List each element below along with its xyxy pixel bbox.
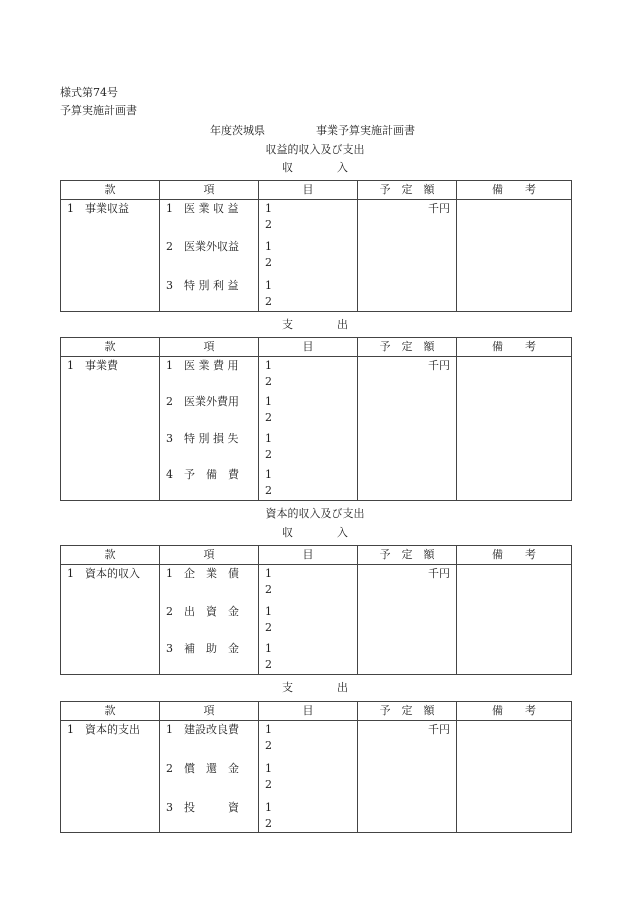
kou-cell: 1 医 業 収 益 [166,202,239,215]
kou-cell: 2 償 還 金 [166,762,239,775]
kou-cell: 3 投 資 [166,801,239,814]
title-prefix: 年度茨城県 [210,124,265,137]
unit-label: 千円 [428,359,450,372]
moku-cell: 1 [265,279,272,292]
moku-cell: 1 [265,432,272,445]
capital-income-table [60,545,572,675]
moku-cell: 2 [265,658,272,671]
moku-cell: 1 [265,567,272,580]
kou-cell: 4 予 備 費 [166,468,239,481]
kan-cell: 1 事業費 [67,359,118,372]
kou-cell: 1 医 業 費 用 [166,359,239,372]
moku-cell: 2 [265,218,272,231]
moku-cell: 2 [265,411,272,424]
moku-cell: 2 [265,448,272,461]
moku-cell: 1 [265,240,272,253]
capital-expense-table [60,701,572,833]
header-kou: 項 [160,702,259,721]
header-yotei: 予 定 額 [358,338,457,357]
kou-cell: 3 特 別 損 失 [166,432,239,445]
moku-cell: 2 [265,621,272,634]
moku-cell: 1 [265,202,272,215]
moku-cell: 1 [265,605,272,618]
revenue-expense-table [60,337,572,501]
header-biko: 備 考 [457,338,572,357]
header-biko: 備 考 [457,546,572,565]
header-moku: 目 [259,546,358,565]
unit-label: 千円 [428,202,450,215]
kan-cell: 1 資本的収入 [67,567,140,580]
kou-cell: 1 企 業 債 [166,567,239,580]
moku-cell: 1 [265,723,272,736]
moku-cell: 1 [265,762,272,775]
moku-cell: 1 [265,801,272,814]
moku-cell: 1 [265,642,272,655]
moku-cell: 2 [265,375,272,388]
kan-cell: 1 資本的支出 [67,723,140,736]
unit-label: 千円 [428,723,450,736]
kou-cell: 3 補 助 金 [166,642,239,655]
income-label: 収 入 [282,161,348,174]
moku-cell: 1 [265,359,272,372]
kou-cell: 3 特 別 利 益 [166,279,239,292]
kou-cell: 2 出 資 金 [166,605,239,618]
header-kan: 款 [61,181,160,200]
form-number: 様式第74号 [60,86,118,99]
expense-label: 支 出 [282,681,348,694]
title-suffix: 事業予算実施計画書 [316,124,415,137]
moku-cell: 1 [265,395,272,408]
income-label: 収 入 [282,526,348,539]
header-kan: 款 [61,338,160,357]
header-biko: 備 考 [457,702,572,721]
kan-cell: 1 事業収益 [67,202,129,215]
section-heading-revenue: 収益的収入及び支出 [265,143,365,156]
header-moku: 目 [259,702,358,721]
header-moku: 目 [259,181,358,200]
header-kou: 項 [160,546,259,565]
moku-cell: 2 [265,778,272,791]
document-title: 予算実施計画書 [60,104,137,117]
unit-label: 千円 [428,567,450,580]
header-kan: 款 [61,546,160,565]
moku-cell: 2 [265,583,272,596]
expense-label: 支 出 [282,318,348,331]
header-yotei: 予 定 額 [358,702,457,721]
moku-cell: 2 [265,295,272,308]
header-moku: 目 [259,338,358,357]
moku-cell: 2 [265,739,272,752]
section-heading-capital: 資本的収入及び支出 [265,507,365,520]
header-kou: 項 [160,181,259,200]
moku-cell: 2 [265,817,272,830]
moku-cell: 2 [265,484,272,497]
header-yotei: 予 定 額 [358,181,457,200]
kou-cell: 1 建設改良費 [166,723,239,736]
revenue-income-table [60,180,572,312]
kou-cell: 2 医業外費用 [166,395,239,408]
moku-cell: 2 [265,256,272,269]
header-kou: 項 [160,338,259,357]
header-biko: 備 考 [457,181,572,200]
kou-cell: 2 医業外収益 [166,240,239,253]
header-yotei: 予 定 額 [358,546,457,565]
header-kan: 款 [61,702,160,721]
moku-cell: 1 [265,468,272,481]
